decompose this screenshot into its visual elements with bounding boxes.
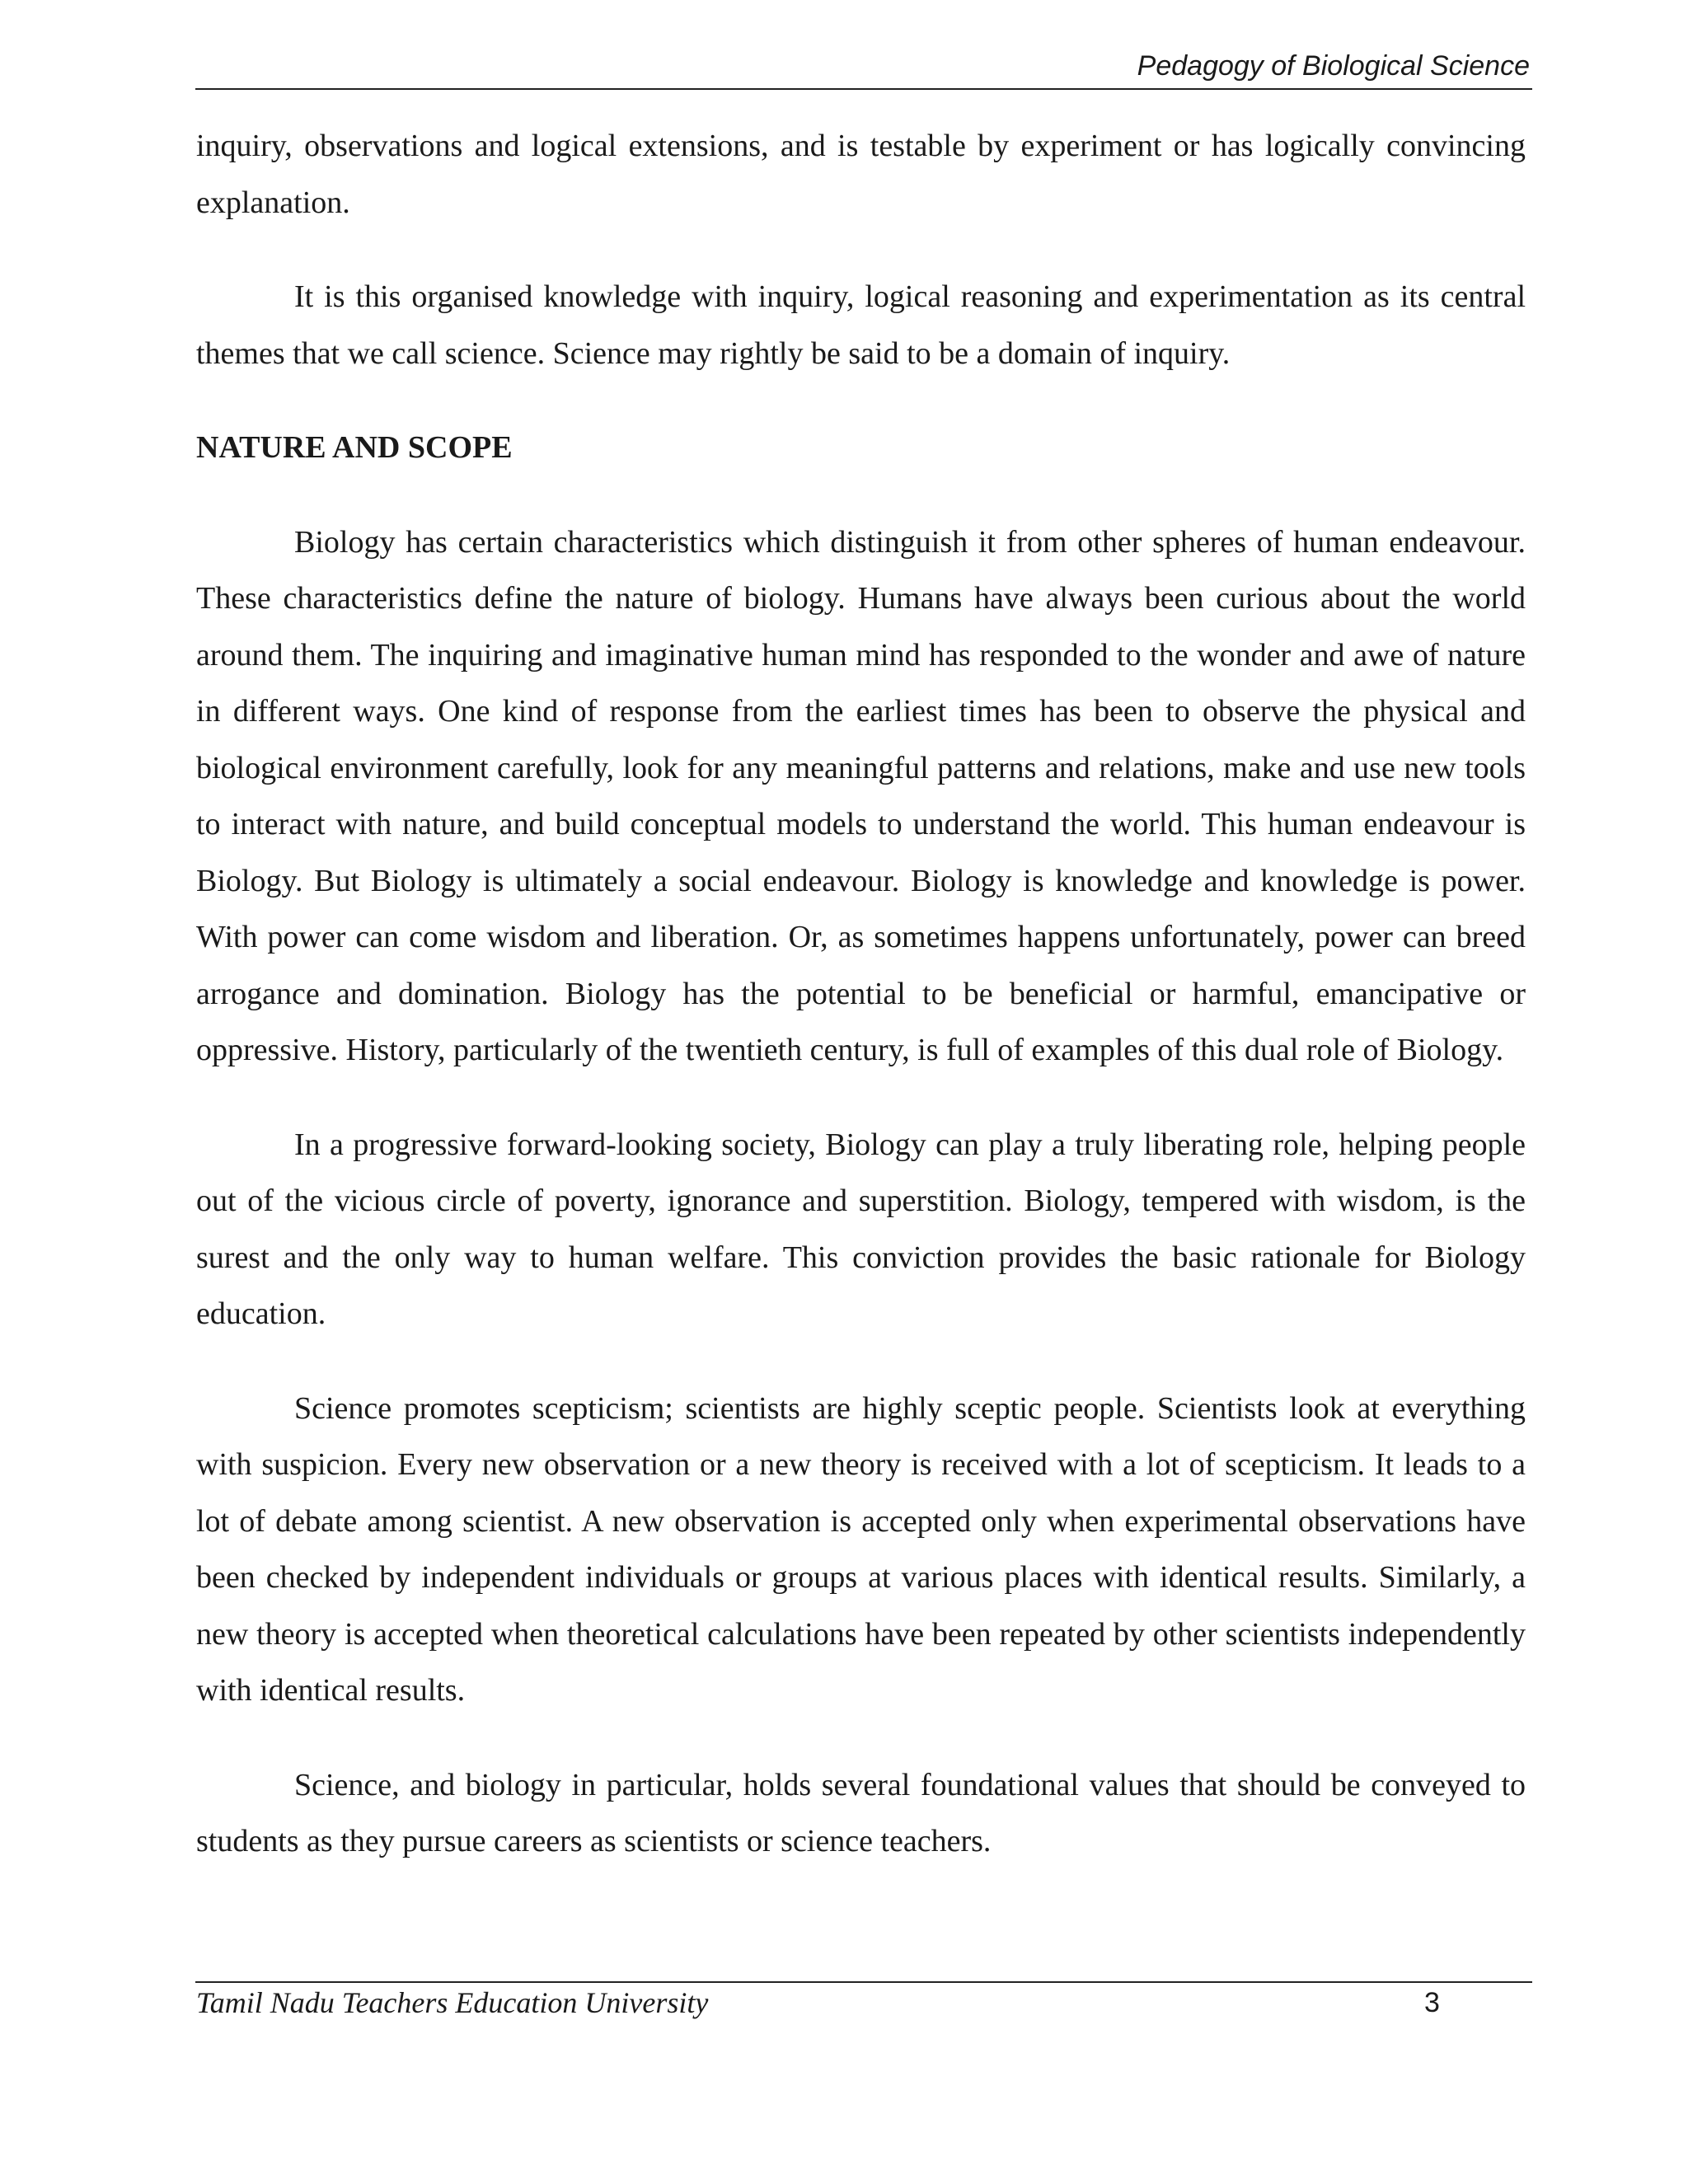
running-header-title: Pedagogy of Biological Science	[1137, 50, 1530, 82]
paragraph-liberating-role: In a progressive forward-looking society, Biology can play a truly liberating role, helping people out of the vicious circle of poverty, ignorance and superstition. Biology, tempered with wisdom, is the surest and the only way to human welfare. This conviction provides the basic rationale for Biology education.	[196, 1127, 1526, 1331]
page-body	[196, 118, 1526, 1908]
paragraph-continuation: inquiry, observations and logical extensions, and is testable by experiment or has logically convincing explanation.	[196, 129, 1526, 220]
paragraph-scepticism: Science promotes scepticism; scientists are highly sceptic people. Scientists look at everything with suspicion. Every new observation or a new theory is received with a lot of scepticism. It leads to a lot of debate among scientist. A new observation is accepted only when experimental observations have been checked by independent individuals or groups at various places with identical results. Similarly, a new theory is accepted when theoretical calculations have been repeated by other scientists independently with identical results.	[196, 1390, 1526, 1708]
paragraph-nature-of-biology: Biology has certain characteristics which distinguish it from other spheres of human endeavour. These characteristics define the nature of biology. Humans have always been curious about the world around them. The inquiring and imaginative human mind has responded to the wonder and awe of nature in different ways. One kind of response from the earliest times has been to observe the physical and biological environment carefully, look for any meaningful patterns and relations, make and use new tools to interact with nature, and build conceptual models to understand the world. This human endeavour is Biology. But Biology is ultimately a social endeavour. Biology is knowledge and knowledge is power. With power can come wisdom and liberation. Or, as sometimes happens unfortunately, power can breed arrogance and domination. Biology has the potential to be beneficial or harmful, emancipative or oppressive. History, particularly of the twentieth century, is full of examples of this dual role of Biology.	[196, 524, 1526, 1067]
paragraph-science-definition: It is this organised knowledge with inquiry, logical reasoning and experimentation as its central themes that we call science. Science may rightly be said to be a domain of inquiry.	[196, 279, 1526, 371]
page-number: 3	[1424, 1987, 1440, 2018]
paragraph-foundational-values: Science, and biology in particular, holds several foundational values that should be conveyed to students as they pursue careers as scientists or science teachers.	[196, 1767, 1526, 1858]
header-divider	[195, 88, 1532, 90]
footer-university-name: Tamil Nadu Teachers Education University	[196, 1986, 709, 2019]
section-heading-nature-and-scope: NATURE AND SCOPE	[196, 430, 513, 465]
